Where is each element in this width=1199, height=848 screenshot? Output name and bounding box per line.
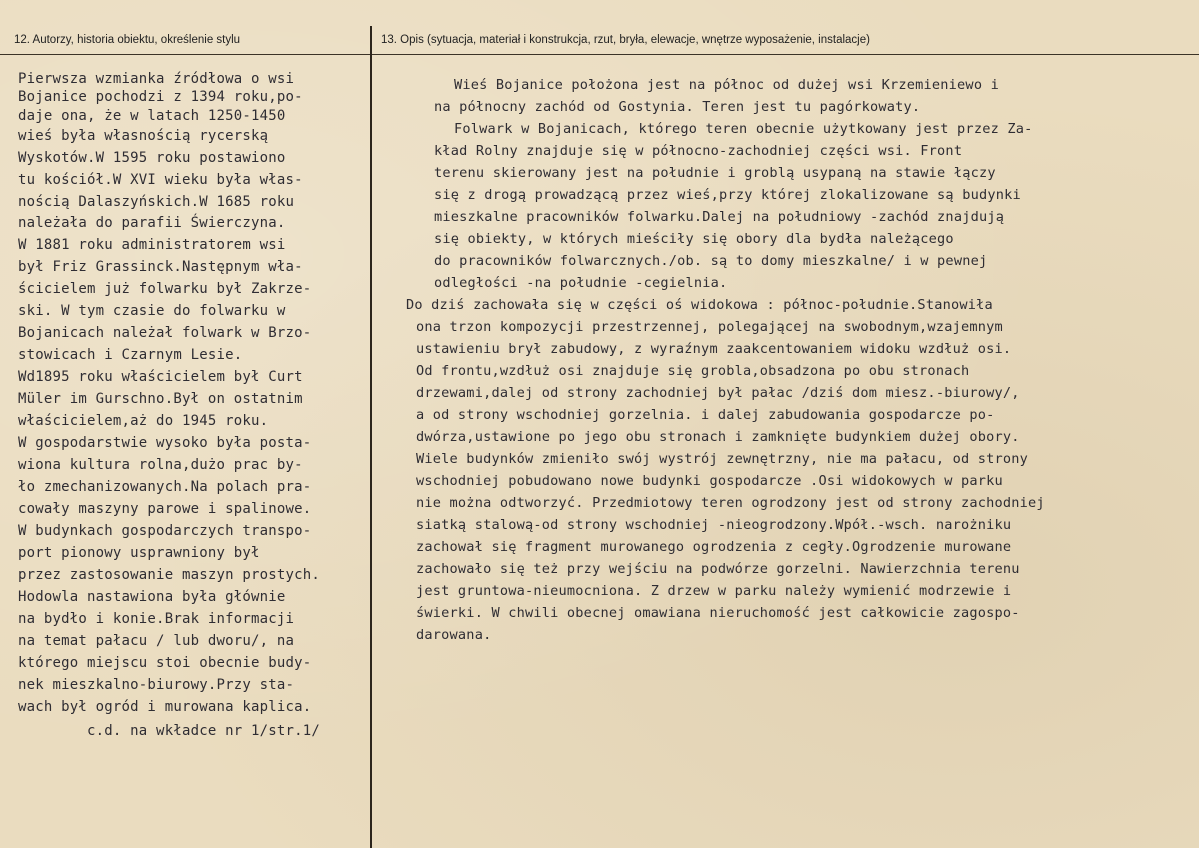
- text-line: ona trzon kompozycji przestrzennej, polegającej na swobodnym,wzajemnym: [416, 319, 1003, 335]
- text-line: się z drogą prowadzącą przez wieś,przy której zlokalizowane są budynki: [434, 187, 1021, 203]
- text-line: do pracowników folwarcznych./ob. są to domy mieszkalne/ i w pewnej: [434, 253, 988, 269]
- text-line: nością Dalaszyńskich.W 1685 roku: [18, 194, 295, 210]
- text-line: Folwark w Bojanicach, którego teren obecnie użytkowany jest przez Za-: [454, 121, 1033, 137]
- text-line: zachowało się też przy wejściu na podwórze gorzelni. Nawierzchnia terenu: [416, 561, 1020, 577]
- text-line: na bydło i konie.Brak informacji: [18, 611, 295, 627]
- text-line: drzewami,dalej od strony zachodniej był pałac /dziś dom miesz.-biurowy/,: [416, 385, 1020, 401]
- text-line: mieszkalne pracowników folwarku.Dalej na południowy -zachód znajdują: [434, 209, 1005, 225]
- text-line: Bojanicach należał folwark w Brzo-: [18, 325, 312, 341]
- text-line: Wd1895 roku właścicielem był Curt: [18, 369, 303, 385]
- text-line: wach był ogród i murowana kaplica.: [18, 699, 312, 715]
- text-line: przez zastosowanie maszyn prostych.: [18, 567, 321, 583]
- text-line: wieś była własnością rycerską: [18, 128, 269, 144]
- text-line: W gospodarstwie wysoko była posta-: [18, 435, 312, 451]
- text-line: nek mieszkalno-biurowy.Przy sta-: [18, 677, 295, 693]
- text-line: nie można odtworzyć. Przedmiotowy teren ogrodzony jest od strony zachodniej: [416, 495, 1045, 511]
- text-line: kład Rolny znajduje się w północno-zachodniej części wsi. Front: [434, 143, 963, 159]
- column-divider: [370, 26, 372, 848]
- text-line: ścicielem już folwarku był Zakrze-: [18, 281, 312, 297]
- text-line: Od frontu,wzdłuż osi znajduje się grobla,obsadzona po obu stronach: [416, 363, 970, 379]
- text-line: W 1881 roku administratorem wsi: [18, 237, 286, 253]
- section-12-heading: 12. Autorzy, historia obiektu, określenie stylu: [14, 34, 241, 46]
- text-line: dwórza,ustawione po jego obu stronach i zamknięte budynkiem dużej obory.: [416, 429, 1020, 445]
- text-line: terenu skierowany jest na południe i groblą usypaną na stawie łączy: [434, 165, 996, 181]
- section-13-heading: 13. Opis (sytuacja, materiał i konstrukcja, rzut, bryła, elewacje, wnętrze wyposażenie, instalacje): [381, 34, 870, 46]
- text-line: zachował się fragment murowanego ogrodzenia z cegły.Ogrodzenie murowane: [416, 539, 1012, 555]
- text-line: c.d. na wkładce nr 1/str.1/: [18, 723, 321, 739]
- header-rule: [0, 54, 1199, 55]
- text-line: odległości -na południe -cegielnia.: [434, 275, 728, 291]
- text-line: W budynkach gospodarczych transpo-: [18, 523, 312, 539]
- text-line: się obiekty, w których mieściły się obory dla bydła należącego: [434, 231, 954, 247]
- text-line: Müler im Gurschno.Był on ostatnim: [18, 391, 303, 407]
- text-line: Hodowla nastawiona była głównie: [18, 589, 286, 605]
- text-line: na północny zachód od Gostynia. Teren jest tu pagórkowaty.: [434, 99, 921, 115]
- text-line: którego miejscu stoi obecnie budy-: [18, 655, 312, 671]
- text-line: na temat pałacu / lub dworu/, na: [18, 633, 295, 649]
- text-line: port pionowy usprawniony był: [18, 545, 260, 561]
- text-line: Do dziś zachowała się w części oś widokowa : północ-południe.Stanowiła: [406, 297, 993, 313]
- text-line: świerki. W chwili obecnej omawiana nieruchomość jest całkowicie zagospo-: [416, 605, 1020, 621]
- text-line: Wiele budynków zmieniło swój wystrój zewnętrzny, nie ma pałacu, od strony: [416, 451, 1029, 467]
- text-line: Pierwsza wzmianka źródłowa o wsi: [18, 71, 295, 87]
- text-line: należała do parafii Świerczyna.: [18, 215, 286, 231]
- text-line: ło zmechanizowanych.Na polach pra-: [18, 479, 312, 495]
- text-line: cowały maszyny parowe i spalinowe.: [18, 501, 312, 517]
- text-line: ski. W tym czasie do folwarku w: [18, 303, 286, 319]
- text-line: wiona kultura rolna,dużo prac by-: [18, 457, 303, 473]
- text-line: właścicielem,aż do 1945 roku.: [18, 413, 269, 429]
- text-line: Bojanice pochodzi z 1394 roku,po-: [18, 89, 303, 105]
- text-line: wschodniej pobudowano nowe budynki gospodarcze .Osi widokowych w parku: [416, 473, 1003, 489]
- text-line: daje ona, że w latach 1250-1450: [18, 108, 286, 124]
- text-line: był Friz Grassinck.Następnym wła-: [18, 259, 303, 275]
- text-line: ustawieniu brył zabudowy, z wyraźnym zaakcentowaniem widoku wzdłuż osi.: [416, 341, 1012, 357]
- text-line: Wieś Bojanice położona jest na północ od dużej wsi Krzemieniewo i: [454, 77, 999, 93]
- text-line: tu kościół.W XVI wieku była włas-: [18, 172, 303, 188]
- text-line: a od strony wschodniej gorzelnia. i dalej zabudowania gospodarcze po-: [416, 407, 995, 423]
- text-line: jest gruntowa-nieumocniona. Z drzew w parku należy wymienić modrzewie i: [416, 583, 1012, 599]
- text-line: Wyskotów.W 1595 roku postawiono: [18, 150, 286, 166]
- text-line: siatką stalową-od strony wschodniej -nieogrodzony.Wpół.-wsch. narożniku: [416, 517, 1012, 533]
- text-line: darowana.: [416, 627, 492, 643]
- text-line: stowicach i Czarnym Lesie.: [18, 347, 243, 363]
